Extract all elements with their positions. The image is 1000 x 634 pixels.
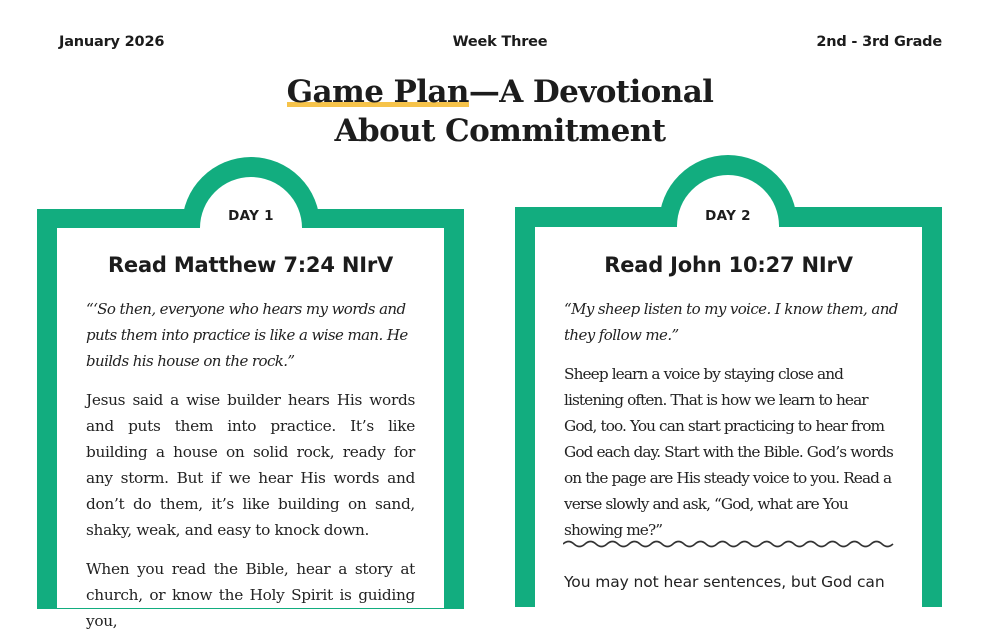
- card-heading: Read John 10:27 NIrV: [604, 253, 853, 277]
- devotional-paragraph: When you read the Bible, hear a story at church, or know the Holy Spirit is guiding you,: [86, 560, 415, 630]
- title-line2: About Commitment: [334, 113, 666, 149]
- scripture-quote: “‘So then, everyone who hears my words and puts them into practice is like a wise man. He builds his house on the rock.”: [86, 300, 408, 370]
- grade-label: 2nd - 3rd Grade: [816, 34, 942, 50]
- card-heading: Read Matthew 7:24 NIrV: [107, 253, 394, 277]
- day-label: DAY 1: [228, 208, 274, 224]
- title-line1-rest: —A Devotional: [468, 74, 714, 110]
- week-label: Week Three: [452, 34, 548, 50]
- date-label: January 2026: [59, 34, 165, 50]
- wavy-divider: [563, 536, 895, 552]
- card-panel-join: [677, 225, 779, 228]
- card-panel-join: [200, 227, 302, 229]
- title-highlight: Game Plan: [286, 74, 469, 110]
- devotional-paragraph: Jesus said a wise builder hears His words and puts them into practice. It’s like building a house on solid rock, ready for any storm. But if we hear His words and don’t do them, it’s like building on sand, shaky, weak, and easy to knock down.: [86, 391, 415, 539]
- scripture-quote: “My sheep listen to my voice. I know them, and they follow me.”: [564, 300, 898, 344]
- devotional-paragraph: You may not hear sentences, but God can: [564, 573, 885, 591]
- day-label: DAY 2: [705, 208, 751, 224]
- devotional-paragraph: Sheep learn a voice by staying close and listening often. That is how we learn to hear God, too. You can start practicing to hear from God each day. Start with the Bible. God’s words on the page are His steady voice to you. Read a verse slowly and ask, “God, what are You showing me?”: [564, 365, 893, 539]
- page-title: [0, 73, 1000, 151]
